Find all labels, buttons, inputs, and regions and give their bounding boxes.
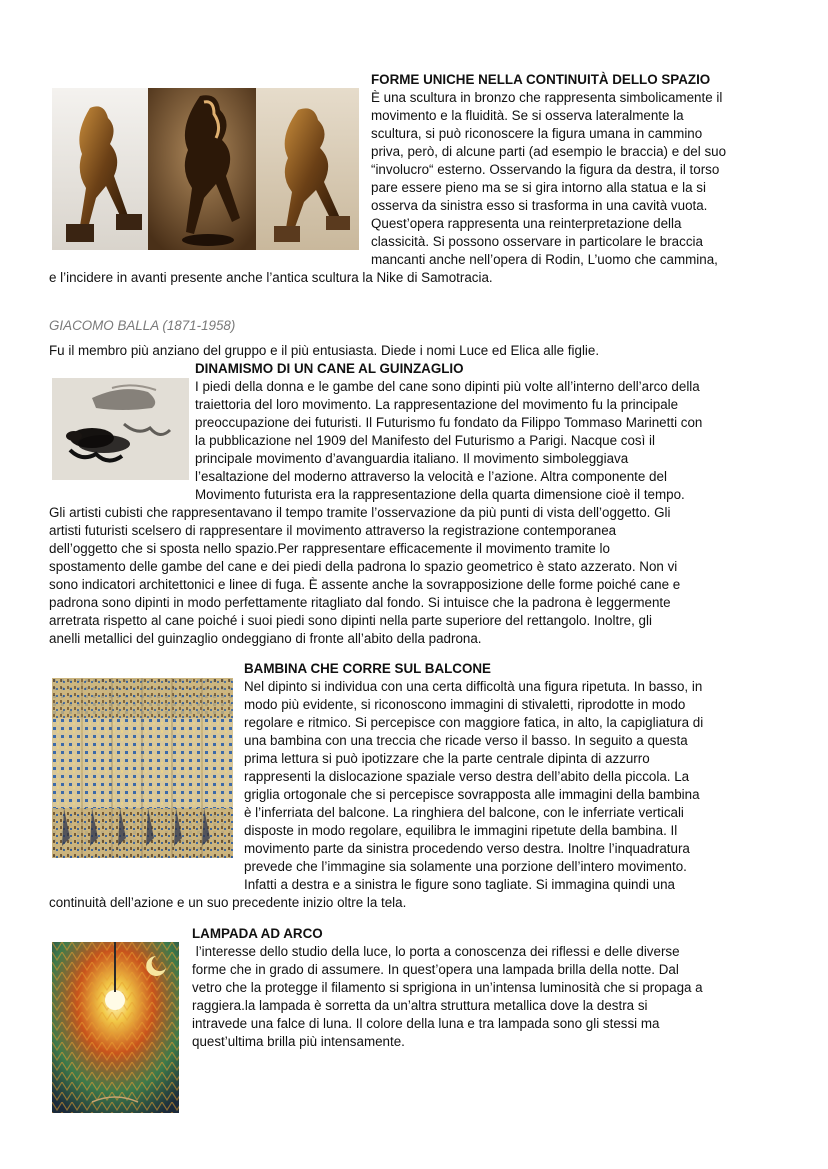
section2-line: spostamento delle gambe del cane e dei piedi della padrona lo spazio geometrico è stato azzerato. Non vi: [49, 559, 678, 574]
section2-line: artisti futuristi scelsero di rappresentare il movimento attraverso la registrazione contemporanea: [49, 523, 617, 538]
section2-line: traiettoria del loro movimento. La rappresentazione del movimento fu la principale: [195, 397, 679, 412]
section2-line: I piedi della donna e le gambe del cane sono dipinti più volte all’interno dell’arco della: [195, 379, 700, 394]
author-name: GIACOMO BALLA (1871-1958): [49, 318, 236, 333]
section3-line: rappresenti la dislocazione spaziale verso destra dell’abito della piccola. La: [244, 769, 690, 784]
section4-line: raggiera.la lampada è sorretta da un’altra struttura metallica dove la destra si: [192, 998, 648, 1013]
section2-line: sono indicatori architettonici e linee di fuga. È assente anche la sovrapposizione delle forme poiché cane e: [49, 577, 681, 592]
section1-title: FORME UNICHE NELLA CONTINUITÀ DELLO SPAZIO: [371, 72, 711, 87]
section3-line: continuità dell’azione e un suo precedente inizio oltre la tela.: [49, 895, 407, 910]
section3-line: prima lettura si può ipotizzare che la parte centrale dipinta di azzurro: [244, 751, 650, 766]
dog-leash-painting: [52, 378, 189, 480]
section1-line: “involucro“ esterno. Osservando la figura da destra, il torso: [371, 162, 720, 177]
section3-line: una bambina con una treccia che ricade verso il basso. In seguito a questa: [244, 733, 688, 748]
section1-line: Quest’opera rappresenta una reinterpretazione della: [371, 216, 682, 231]
section4-line: l’interesse dello studio della luce, lo porta a conoscenza dei riflessi e delle diverse: [192, 944, 680, 959]
section2-line: Gli artisti cubisti che rappresentavano il tempo tramite l’osservazione da più punti di vista dell’oggetto. Gli: [49, 505, 671, 520]
section3-line: è l’inferriata del balcone. La ringhiera del balcone, con le inferriate verticali: [244, 805, 684, 820]
section3-line: modo più evidente, si riconoscono immagini di stivaletti, riprodotte in modo: [244, 697, 686, 712]
section1-line: movimento e la fluidità. Se si osserva lateralmente la: [371, 108, 684, 123]
section3-line: griglia ortogonale che si percepisce sovrapposta alle immagini della bambina: [244, 787, 700, 802]
section3-line: Nel dipinto si individua con una certa difficoltà una figura ripetuta. In basso, in: [244, 679, 703, 694]
author-intro: Fu il membro più anziano del gruppo e il più entusiasta. Diede i nomi Luce ed Elica alle figlie.: [49, 343, 600, 358]
section4-line: forme che in grado di assumere. In quest’opera una lampada brilla della notte. Dal: [192, 962, 679, 977]
section3-line: prevede che l’immagine sia solamente una porzione dell’intero movimento.: [244, 859, 687, 874]
section1-line: scultura, si può riconoscere la figura umana in cammino: [371, 126, 703, 141]
sculpture-photos: [52, 88, 359, 250]
girl-balcony-painting: [52, 678, 233, 858]
section3-line: movimento parte da sinistra procedendo verso destra. Inoltre l’inquadratura: [244, 841, 690, 856]
section2-line: dell’oggetto che si sposta nello spazio.Per rappresentare efficacemente il movimento tramite lo: [49, 541, 610, 556]
section2-line: anelli metallici del guinzaglio ondeggiano di fronte all’abito della padrona.: [49, 631, 482, 646]
section2-line: arretrata rispetto al cane poiché i suoi piedi sono dipinti nella parte superiore del rettangolo. Inoltre, gli: [49, 613, 652, 628]
section2-line: la pubblicazione nel 1909 del Manifesto del Futurismo a Parigi. Nacque così il: [195, 433, 656, 448]
section4-line: vetro che la protegge il filamento si sprigiona in un’intensa luminosità che si propaga a: [192, 980, 703, 995]
section2-line: preoccupazione dei futuristi. Il Futurismo fu fondato da Filippo Tommaso Marinetti con: [195, 415, 703, 430]
section1-line: osserva da sinistra esso si trasforma in una cavità vuota.: [371, 198, 708, 213]
section2-line: Movimento futurista era la rappresentazione della quarta dimensione cioè il tempo.: [195, 487, 685, 502]
section1-line: classicità. Si possono osservare in particolare le braccia: [371, 234, 703, 249]
section2-title: DINAMISMO DI UN CANE AL GUINZAGLIO: [195, 361, 464, 376]
section3-line: regolare e ritmico. Si percepisce con maggiore fatica, in alto, la capigliatura di: [244, 715, 704, 730]
section3-line: Infatti a destra e a sinistra le figure sono tagliate. Si immagina quindi una: [244, 877, 675, 892]
section4-title: LAMPADA AD ARCO: [192, 926, 323, 941]
section2-line: principale movimento d’avanguardia italiano. Il movimento simboleggiava: [195, 451, 629, 466]
section3-title: BAMBINA CHE CORRE SUL BALCONE: [244, 661, 491, 676]
section4-line: intravede una falce di luna. Il colore della luna e tra lampada sono gli stessi ma: [192, 1016, 660, 1031]
section1-line: e l’incidere in avanti presente anche l’antica scultura la Nike di Samotracia.: [49, 270, 493, 285]
section1-line: È una scultura in bronzo che rappresenta simbolicamente il: [371, 90, 723, 105]
section1-line: pare essere pieno ma se si gira intorno alla statua e la si: [371, 180, 706, 195]
section2-line: l’esaltazione del moderno attraverso la velocità e l’azione. Altra componente del: [195, 469, 667, 484]
section1-line: priva, però, di alcune parti (ad esempio le braccia) e del suo: [371, 144, 727, 159]
section2-line: padrona sono dipinti in modo perfettamente ritagliato dal fondo. Si intuisce che la padrona è leggermente: [49, 595, 671, 610]
section1-line: mancanti anche nell’opera di Rodin, L’uomo che cammina,: [371, 252, 718, 267]
section4-line: quest’ultima brilla più intensamente.: [192, 1034, 405, 1049]
arc-lamp-painting: [52, 942, 179, 1113]
section3-line: disposte in modo regolare, equilibra le immagini ripetute della bambina. Il: [244, 823, 678, 838]
